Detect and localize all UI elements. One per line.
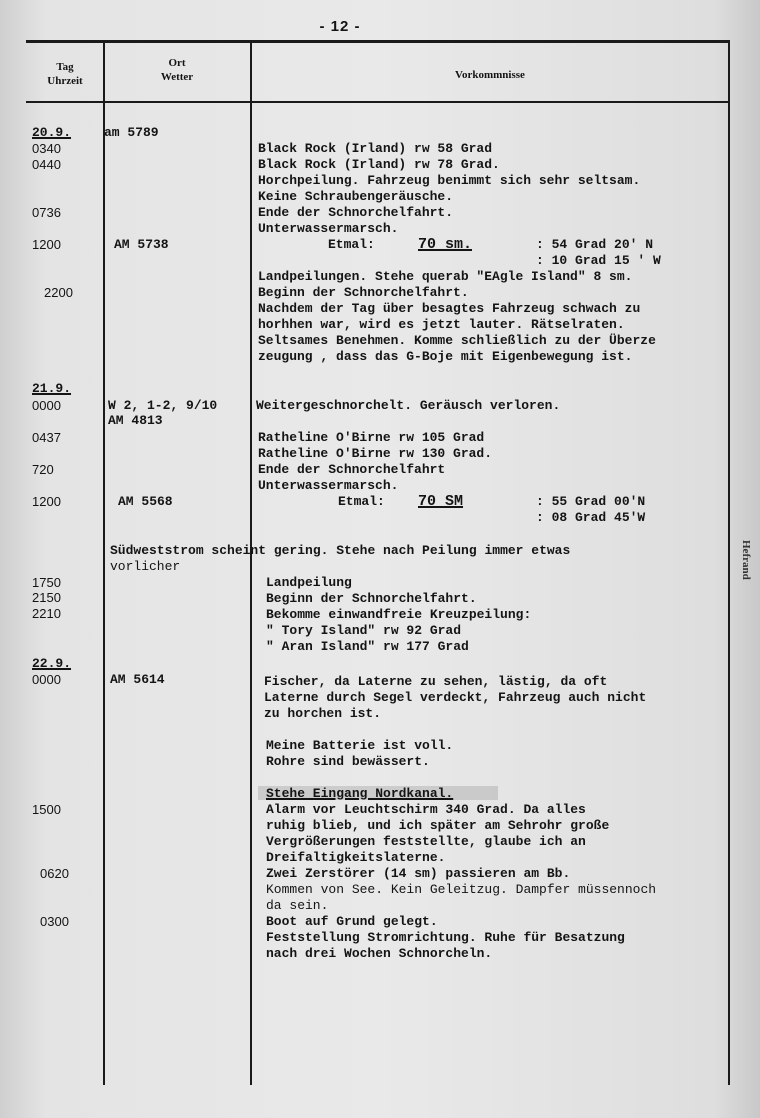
time-0440: 0440	[32, 157, 61, 172]
log-line-5: Ende der Schnorchelfahrt.	[258, 205, 454, 220]
margin-note: Hefrand	[740, 540, 752, 580]
log-line-28: Meine Batterie ist voll.	[266, 738, 454, 753]
etmal-label-1: Etmal:	[328, 237, 375, 252]
log-line-4: Keine Schraubengeräusche.	[258, 189, 454, 204]
log-line-25: Fischer, da Laterne zu sehen, lästig, da oft	[264, 674, 608, 689]
log-line-13: Weitergeschnorchelt. Geräusch verloren.	[256, 398, 561, 413]
time-0620: 0620	[40, 866, 69, 881]
log-line-35: Zwei Zerstörer (14 sm) passieren am Bb.	[266, 866, 571, 881]
log-line-29: Rohre sind bewässert.	[266, 754, 430, 769]
position-5: AM 5614	[110, 672, 165, 687]
etmal-lat-2: : 55 Grad 00'N	[536, 494, 646, 509]
log-line-27: zu horchen ist.	[264, 706, 382, 721]
time-0736: 0736	[32, 205, 61, 220]
position-4: AM 5568	[118, 494, 173, 509]
time-1500: 1500	[32, 802, 61, 817]
time-1200-a: 1200	[32, 237, 61, 252]
etmal-lon-2: : 08 Grad 45'W	[536, 510, 646, 525]
date-21-9: 21.9.	[32, 381, 72, 396]
log-line-38: Boot auf Grund gelegt.	[266, 914, 438, 929]
time-0300: 0300	[40, 914, 69, 929]
log-line-12: zeugung , dass das G-Boje mit Eigenbewegung ist.	[258, 349, 633, 364]
log-line-6: Unterwassermarsch.	[258, 221, 399, 236]
log-line-17: Unterwassermarsch.	[258, 478, 399, 493]
time-1200-b: 1200	[32, 494, 61, 509]
weather-1: W 2, 1-2, 9/10	[108, 398, 218, 413]
date-20-9: 20.9.	[32, 125, 72, 140]
log-line-26: Laterne durch Segel verdeckt, Fahrzeug auch nicht	[264, 690, 647, 705]
time-1750: 1750	[32, 575, 61, 590]
log-line-37: da sein.	[266, 898, 329, 913]
log-line-32: ruhig blieb, und ich später am Sehrohr große	[266, 818, 610, 833]
log-line-15: Ratheline O'Birne rw 130 Grad.	[258, 446, 493, 461]
log-line-23: " Tory Island" rw 92 Grad	[266, 623, 462, 638]
log-line-31: Alarm vor Leuchtschirm 340 Grad. Da alles	[266, 802, 586, 817]
log-line-18: Südweststrom scheint gering. Stehe nach Peilung immer etwas	[110, 543, 571, 558]
position-1: am 5789	[104, 125, 159, 140]
log-line-21: Beginn der Schnorchelfahrt.	[266, 591, 477, 606]
time-720: 720	[32, 462, 54, 477]
etmal-lat-1: : 54 Grad 20' N	[536, 237, 654, 252]
right-border	[728, 40, 730, 1085]
log-line-10: horhhen war, wird es jetzt lauter. Rätselraten.	[258, 317, 625, 332]
position-2: AM 5738	[114, 237, 169, 252]
column-divider-1	[103, 40, 105, 1085]
time-0000-b: 0000	[32, 672, 61, 687]
log-line-3: Horchpeilung. Fahrzeug benimmt sich sehr seltsam.	[258, 173, 641, 188]
header-wetter: Wetter	[160, 71, 194, 83]
log-line-22: Bekomme einwandfreie Kreuzpeilung:	[266, 607, 532, 622]
column-divider-2	[250, 40, 252, 1085]
etmal-value-1: 70 sm.	[418, 236, 473, 253]
log-line-36: Kommen von See. Kein Geleitzug. Dampfer müssennoch	[266, 882, 657, 897]
log-line-7: Landpeilungen. Stehe querab "EAgle Island" 8 sm.	[258, 269, 633, 284]
etmal-value-2: 70 SM	[418, 493, 464, 510]
time-0340: 0340	[32, 141, 61, 156]
etmal-lon-1: : 10 Grad 15 ' W	[536, 253, 661, 268]
log-line-19: vorlicher	[110, 559, 181, 574]
log-line-16: Ende der Schnorchelfahrt	[258, 462, 446, 477]
page-number: - 12 -	[319, 18, 361, 35]
log-line-33: Vergrößerungen feststellte, glaube ich an	[266, 834, 586, 849]
time-2150: 2150	[32, 590, 61, 605]
header-vorkommnisse: Vorkommnisse	[455, 69, 525, 81]
log-line-2: Black Rock (Irland) rw 78 Grad.	[258, 157, 500, 172]
log-line-14: Ratheline O'Birne rw 105 Grad	[258, 430, 485, 445]
header-rule	[26, 101, 730, 103]
time-2210: 2210	[32, 606, 61, 621]
log-line-1: Black Rock (Irland) rw 58 Grad	[258, 141, 493, 156]
log-line-24: " Aran Island" rw 177 Grad	[266, 639, 469, 654]
log-line-39: Feststellung Stromrichtung. Ruhe für Besatzung	[266, 930, 625, 945]
date-22-9: 22.9.	[32, 656, 72, 671]
header-date-time	[30, 60, 100, 88]
time-0000-a: 0000	[32, 398, 61, 413]
header-uhrzeit: Uhrzeit	[47, 75, 83, 87]
time-0437: 0437	[32, 430, 61, 445]
log-line-30: Stehe Eingang Nordkanal.	[266, 786, 454, 801]
log-line-34: Dreifaltigkeitslaterne.	[266, 850, 446, 865]
position-3: AM 4813	[108, 413, 163, 428]
log-line-40: nach drei Wochen Schnorcheln.	[266, 946, 493, 961]
etmal-label-2: Etmal:	[338, 494, 385, 509]
time-2200: 2200	[44, 285, 73, 300]
header-tag: Tag	[56, 61, 74, 73]
header-place-weather	[106, 56, 248, 84]
log-line-20: Landpeilung	[266, 575, 352, 590]
header-ort: Ort	[168, 57, 186, 69]
log-line-9: Nachdem der Tag über besagtes Fahrzeug schwach zu	[258, 301, 641, 316]
log-line-8: Beginn der Schnorchelfahrt.	[258, 285, 469, 300]
table-top-rule	[26, 40, 730, 43]
log-line-11: Seltsames Benehmen. Komme schließlich zu der Überze	[258, 333, 656, 348]
